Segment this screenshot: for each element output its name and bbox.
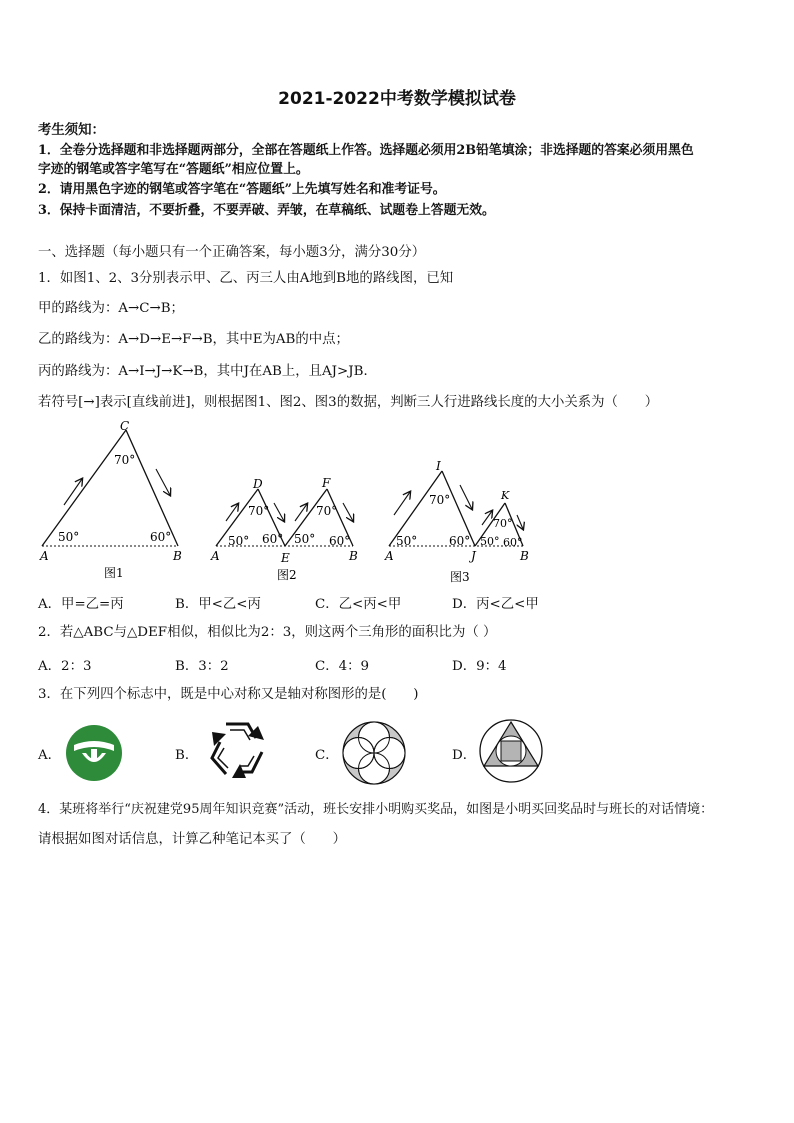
fig2-angle-b: 60° [329,534,351,548]
fig2-label-d: D [253,477,263,491]
page-title: 2021-2022中考数学模拟试卷 [278,89,516,109]
fig1-label-a: A [40,549,49,563]
fig2-label-b: B [349,549,358,563]
q1-option-a[interactable]: A．甲=乙=丙 [38,597,124,612]
q4-stem-line-2: 请根据如图对话信息，计算乙种笔记本买了（ ） [38,832,346,847]
section-heading: 一、选择题（每小题只有一个正确答案，每小题3分，满分30分） [38,245,426,260]
q3-option-c[interactable]: C． [315,748,339,763]
figure-3 [384,459,529,584]
q1-stem: 1．如图1、2、3分别表示甲、乙、丙三人由A地到B地的路线图，已知 [38,271,454,286]
notice-line-1b: 字迹的钢笔或答字笔写在“答题纸”相应位置上。 [38,162,309,177]
q2-option-a[interactable]: A．2：3 [38,659,92,674]
q3-stem: 3．在下列四个标志中，既是中心对称又是轴对称图形的是( ) [38,687,419,702]
q1-option-d[interactable]: D．丙<乙<甲 [452,597,539,612]
notice-heading: 考生须知： [38,122,105,138]
green-food-logo-icon [64,723,124,783]
fig2-angle-e-right: 50° [294,532,316,546]
figure-1 [39,419,182,580]
fig3-angle-b: 60° [503,536,523,549]
fig3-label-j: J [471,549,476,563]
q1-question: 若符号[→]表示[直线前进]，则根据图1、图2、图3的数据，判断三人行进路线长度的大小关系为（ ） [38,395,659,410]
q2-option-d[interactable]: D．9：4 [452,659,507,674]
fig2-angle-d: 70° [248,504,270,518]
fig3-angle-k: 70° [493,517,513,530]
notice-line-3: 3．保持卡面清洁，不要折叠，不要弄破、弄皱，在草稿纸、试题卷上答题无效。 [38,203,495,218]
fig2-angle-a: 50° [228,534,250,548]
fig3-label-b: B [520,549,529,563]
fig1-angle-a: 50° [58,530,80,544]
q4-stem-line-1: 4．某班将举行“庆祝建党95周年知识竞赛”活动，班长安排小明购买奖品，如图是小明买回奖品时与班长的对话情境： [38,802,714,817]
figure-2 [210,476,358,582]
fig2-label-e: E [281,551,290,565]
fig3-angle-j-left: 60° [449,534,471,548]
q3-option-b[interactable]: B． [175,748,199,763]
fig3-angle-a: 50° [396,534,418,548]
fig2-label-a: A [211,549,220,563]
q1-route-yi: 乙的路线为：A→D→E→F→B，其中E为AB的中点； [38,332,349,347]
q3-option-a[interactable]: A． [38,748,62,763]
fig1-angle-c: 70° [114,453,136,467]
fig2-angle-e-left: 60° [262,532,284,546]
fig1-angle-b: 60° [150,530,172,544]
four-petal-circle-icon [341,720,407,786]
fig3-angle-j-right: 50° [480,535,500,548]
q1-route-jia: 甲的路线为：A→C→B； [38,301,184,316]
fig1-caption: 图1 [104,566,124,580]
q2-stem: 2．若△ABC与△DEF相似，相似比为2：3，则这两个三角形的面积比为（ ） [38,625,497,640]
fig3-angle-i: 70° [429,493,451,507]
q1-option-c[interactable]: C．乙<丙<甲 [315,597,402,612]
q3-option-d[interactable]: D． [452,748,477,763]
fig3-label-k: K [501,489,510,502]
fig2-angle-f: 70° [316,504,338,518]
notice-line-2: 2．请用黑色字迹的钢笔或答字笔在“答题纸”上先填写姓名和准考证号。 [38,182,446,197]
fig1-label-b: B [173,549,182,563]
fig1-label-c: C [120,419,130,433]
recycle-icon [204,718,270,782]
triangle-in-circle-icon [478,718,544,784]
q1-figures [30,415,550,590]
q1-option-b[interactable]: B．甲<乙<丙 [175,597,261,612]
fig3-caption: 图3 [450,570,470,584]
fig3-label-a: A [385,549,394,563]
notice-line-1a: 1．全卷分选择题和非选择题两部分，全部在答题纸上作答。选择题必须用2B铅笔填涂；非选择题的答案必须用黑色 [38,143,694,158]
fig2-caption: 图2 [277,568,297,582]
q2-option-b[interactable]: B．3：2 [175,659,229,674]
q1-route-bing: 丙的路线为：A→I→J→K→B，其中J在AB上，且AJ>JB． [38,364,377,379]
q2-option-c[interactable]: C．4：9 [315,659,370,674]
fig3-label-i: I [436,459,441,473]
fig2-label-f: F [322,476,331,490]
